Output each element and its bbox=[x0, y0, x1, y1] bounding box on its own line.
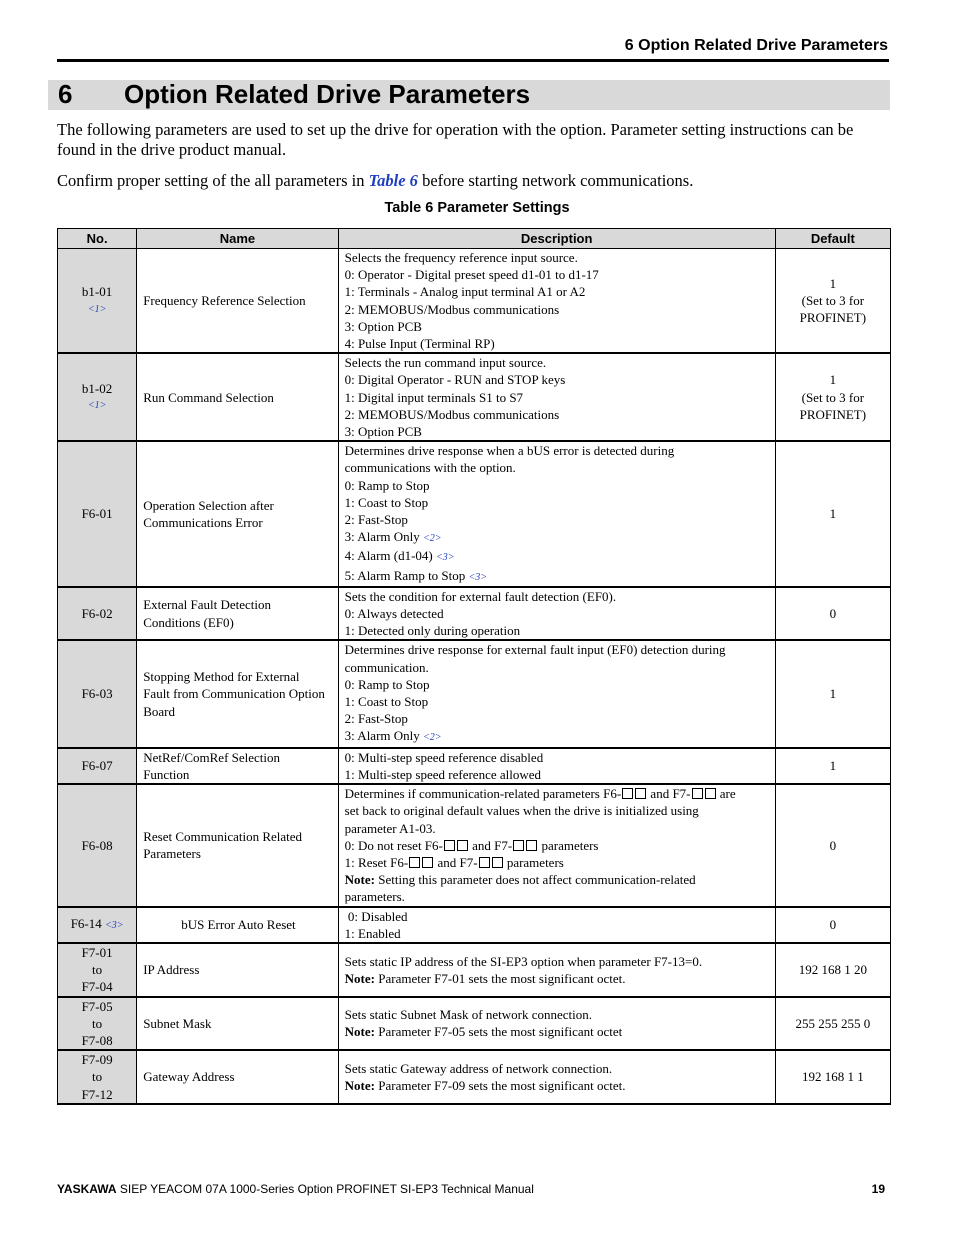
desc-text: and F7- bbox=[434, 854, 478, 870]
table-row bbox=[58, 441, 891, 587]
default-line: (Set to 3 for bbox=[801, 293, 865, 308]
desc-line: 0: Digital Operator - RUN and STOP keys bbox=[344, 372, 566, 388]
placeholder-box-icon bbox=[479, 857, 490, 868]
desc-line: 2: MEMOBUS/Modbus communications bbox=[344, 301, 560, 317]
desc-line: 1: Coast to Stop bbox=[344, 694, 429, 710]
param-default: 1 bbox=[775, 748, 890, 784]
param-no bbox=[58, 1050, 137, 1104]
param-no bbox=[58, 997, 137, 1051]
desc-line bbox=[345, 785, 769, 802]
default-line: (Set to 3 for bbox=[801, 389, 865, 405]
header-name: Name bbox=[137, 229, 338, 249]
page-number: 19 bbox=[871, 1182, 885, 1196]
footer-document-title: SIEP YEACOM 07A 1000-Series Option PROFINET SI-EP3 Technical Manual bbox=[116, 1182, 534, 1196]
desc-text: 3: Alarm Only bbox=[344, 728, 424, 744]
desc-text: 5: Alarm Ramp to Stop bbox=[344, 567, 469, 583]
placeholder-box-icon bbox=[457, 840, 468, 851]
placeholder-box-icon bbox=[444, 840, 455, 851]
footnote-ref[interactable]: <3> bbox=[105, 920, 124, 932]
desc-note bbox=[345, 1077, 769, 1094]
desc-line: 0: Multi-step speed reference disabled bbox=[344, 749, 544, 765]
desc-line: 0: Ramp to Stop bbox=[344, 676, 430, 692]
desc-note bbox=[345, 871, 769, 888]
param-description bbox=[338, 1050, 775, 1104]
param-default: 1 bbox=[775, 441, 890, 587]
param-id: F7-12 bbox=[81, 1086, 113, 1102]
param-default: 192 168 1 1 bbox=[775, 1050, 890, 1104]
table-row bbox=[58, 1050, 891, 1104]
desc-line: Selects the frequency reference input source. bbox=[344, 250, 578, 265]
param-default: 0 bbox=[775, 784, 890, 906]
note-text: Setting this parameter does not affect communication-related bbox=[374, 872, 696, 888]
footnote-ref[interactable]: <1> bbox=[87, 303, 107, 315]
name-line: Stopping Method for External bbox=[143, 669, 300, 685]
param-id: F7-01 bbox=[81, 944, 113, 960]
placeholder-box-icon bbox=[635, 788, 646, 799]
placeholder-box-icon bbox=[622, 788, 633, 799]
placeholder-box-icon bbox=[492, 857, 503, 868]
param-no: F6-03 bbox=[58, 640, 137, 747]
param-id: to bbox=[92, 1015, 103, 1031]
param-name bbox=[137, 640, 338, 747]
name-line: Fault from Communication Option bbox=[143, 686, 325, 702]
table-row bbox=[58, 907, 891, 943]
table-row bbox=[58, 943, 891, 997]
table-row bbox=[58, 249, 891, 354]
param-description bbox=[338, 907, 775, 943]
desc-line bbox=[345, 854, 769, 871]
desc-text: are bbox=[716, 786, 736, 802]
placeholder-box-icon bbox=[513, 840, 524, 851]
param-name: bUS Error Auto Reset bbox=[137, 907, 338, 943]
param-default: 0 bbox=[775, 587, 890, 641]
param-name bbox=[137, 441, 338, 587]
desc-line: set back to original default values when the drive is initialized using bbox=[344, 803, 699, 819]
name-line: NetRef/ComRef Selection bbox=[143, 749, 281, 765]
param-description bbox=[338, 784, 775, 906]
placeholder-box-icon bbox=[692, 788, 703, 799]
desc-line: communications with the option. bbox=[344, 460, 516, 476]
intro-paragraph: The following parameters are used to set up the drive for operation with the option. Parameter setting instructions can be found in the drive product manual. bbox=[57, 120, 854, 159]
desc-line: 0: Always detected bbox=[344, 606, 444, 622]
footnote-ref[interactable]: <1> bbox=[87, 400, 107, 412]
param-no: F6-02 bbox=[58, 587, 137, 641]
footnote-ref[interactable]: <2> bbox=[423, 732, 442, 744]
param-name: Gateway Address bbox=[137, 1050, 338, 1104]
param-description bbox=[338, 353, 775, 441]
param-description bbox=[338, 441, 775, 587]
placeholder-box-icon bbox=[409, 857, 420, 868]
table-row bbox=[58, 997, 891, 1051]
param-id: F7-05 bbox=[81, 998, 113, 1014]
default-line: 1 bbox=[829, 275, 837, 291]
desc-line: communication. bbox=[344, 659, 429, 675]
header-default: Default bbox=[775, 229, 890, 249]
desc-line: Determines drive response when a bUS error is detected during bbox=[344, 443, 675, 459]
desc-line bbox=[345, 528, 769, 547]
param-name: Frequency Reference Selection bbox=[137, 249, 338, 354]
note-label: Note: bbox=[344, 970, 375, 986]
footnote-ref[interactable]: <3> bbox=[468, 571, 488, 583]
placeholder-box-icon bbox=[705, 788, 716, 799]
header-rule bbox=[57, 59, 889, 62]
desc-note bbox=[345, 970, 769, 987]
desc-line: 1: Coast to Stop bbox=[344, 494, 429, 510]
default-line: PROFINET) bbox=[799, 406, 867, 422]
desc-line bbox=[345, 567, 769, 586]
desc-text: Determines if communication-related parameters F6- bbox=[344, 786, 622, 802]
param-description bbox=[338, 997, 775, 1051]
desc-line: 0: Disabled bbox=[344, 908, 408, 924]
default-line: PROFINET) bbox=[799, 310, 867, 326]
desc-line: Sets static Subnet Mask of network connection. bbox=[344, 1007, 592, 1023]
desc-text: parameters bbox=[503, 854, 564, 870]
confirm-paragraph bbox=[57, 171, 889, 191]
param-id: to bbox=[92, 1069, 103, 1085]
desc-line: parameter A1-03. bbox=[344, 820, 436, 836]
param-no: F6-07 bbox=[58, 748, 137, 784]
param-no bbox=[58, 353, 137, 441]
param-default: 192 168 1 20 bbox=[775, 943, 890, 997]
name-line: Reset Communication Related bbox=[143, 829, 303, 845]
table-6-link[interactable]: Table 6 bbox=[368, 171, 418, 190]
header-no: No. bbox=[58, 229, 137, 249]
param-id: F7-08 bbox=[81, 1032, 113, 1048]
desc-line: 1: Enabled bbox=[344, 925, 401, 941]
placeholder-box-icon bbox=[526, 840, 537, 851]
param-no bbox=[58, 249, 137, 354]
desc-line bbox=[345, 837, 769, 854]
desc-line: Sets static Gateway address of network connection. bbox=[344, 1060, 613, 1076]
note-text: Parameter F7-01 sets the most significant octet. bbox=[374, 970, 626, 986]
param-no bbox=[58, 907, 137, 943]
param-name bbox=[137, 784, 338, 906]
param-description bbox=[338, 249, 775, 354]
desc-line: 4: Pulse Input (Terminal RP) bbox=[344, 336, 495, 352]
footnote-ref[interactable]: <2> bbox=[423, 533, 442, 545]
table-row bbox=[58, 640, 891, 747]
footnote-ref[interactable]: <3> bbox=[436, 552, 455, 564]
param-no: F6-01 bbox=[58, 441, 137, 587]
name-line: Board bbox=[143, 703, 175, 719]
param-name: Subnet Mask bbox=[137, 997, 338, 1051]
param-name bbox=[137, 587, 338, 641]
note-label: Note: bbox=[344, 1024, 375, 1040]
desc-text: 0: Do not reset F6- bbox=[344, 837, 443, 853]
name-line: Communications Error bbox=[143, 515, 263, 531]
param-default: 0 bbox=[775, 907, 890, 943]
param-description bbox=[338, 943, 775, 997]
desc-line: 1: Multi-step speed reference allowed bbox=[344, 766, 542, 782]
default-line: 1 bbox=[829, 372, 837, 388]
confirm-text-before: Confirm proper setting of the all parameters in bbox=[57, 171, 369, 190]
param-default: 1 bbox=[775, 640, 890, 747]
name-line: Operation Selection after bbox=[143, 497, 274, 513]
param-name bbox=[137, 748, 338, 784]
name-line: Conditions (EF0) bbox=[143, 614, 234, 630]
table-row bbox=[58, 353, 891, 441]
section-number: 6 bbox=[58, 79, 73, 109]
table-row bbox=[58, 784, 891, 906]
param-default: 255 255 255 0 bbox=[775, 997, 890, 1051]
param-name: IP Address bbox=[137, 943, 338, 997]
param-no bbox=[58, 943, 137, 997]
desc-text: parameters bbox=[538, 837, 599, 853]
running-head: 6 Option Related Drive Parameters bbox=[624, 37, 888, 54]
param-id: to bbox=[92, 962, 103, 978]
param-id: b1-02 bbox=[81, 381, 113, 397]
desc-note bbox=[345, 1023, 769, 1040]
page-footer bbox=[57, 1182, 885, 1196]
name-line: Function bbox=[143, 766, 190, 782]
desc-line: 1: Detected only during operation bbox=[344, 623, 521, 639]
footer-brand: YASKAWA bbox=[57, 1182, 117, 1196]
param-id: F7-09 bbox=[81, 1052, 113, 1068]
header-description: Description bbox=[338, 229, 775, 249]
desc-line bbox=[345, 547, 769, 566]
param-default bbox=[775, 353, 890, 441]
desc-line: 0: Ramp to Stop bbox=[344, 477, 430, 493]
section-heading bbox=[48, 80, 890, 110]
param-id: b1-01 bbox=[81, 284, 113, 300]
desc-line: Sets static IP address of the SI-EP3 option when parameter F7-13=0. bbox=[344, 953, 703, 969]
name-line: External Fault Detection bbox=[143, 597, 271, 613]
note-text: parameters. bbox=[344, 889, 405, 905]
desc-text: 3: Alarm Only bbox=[344, 529, 424, 545]
param-description bbox=[338, 640, 775, 747]
desc-line: 1: Terminals - Analog input terminal A1 or A2 bbox=[344, 284, 586, 300]
desc-line: 2: Fast-Stop bbox=[344, 512, 408, 528]
desc-line: 1: Digital input terminals S1 to S7 bbox=[344, 389, 524, 405]
desc-line: 3: Option PCB bbox=[344, 424, 422, 440]
param-id: F6-14 bbox=[70, 916, 105, 932]
desc-line: 0: Operator - Digital preset speed d1-01 to d1-17 bbox=[344, 267, 599, 283]
desc-text: 1: Reset F6- bbox=[344, 854, 409, 870]
param-description bbox=[338, 748, 775, 784]
name-line: Parameters bbox=[143, 846, 201, 862]
param-default bbox=[775, 249, 890, 354]
placeholder-box-icon bbox=[422, 857, 433, 868]
desc-line: Selects the run command input source. bbox=[344, 355, 547, 371]
desc-line: 2: Fast-Stop bbox=[344, 711, 408, 727]
param-description bbox=[338, 587, 775, 641]
note-text: Parameter F7-05 sets the most significant octet bbox=[374, 1024, 623, 1040]
param-id: F7-04 bbox=[81, 979, 113, 995]
param-no: F6-08 bbox=[58, 784, 137, 906]
desc-line: Sets the condition for external fault detection (EF0). bbox=[344, 588, 617, 604]
desc-text: 4: Alarm (d1-04) bbox=[344, 548, 436, 564]
desc-text: and F7- bbox=[468, 837, 513, 853]
parameter-settings-table bbox=[57, 228, 891, 1105]
desc-line: 3: Option PCB bbox=[344, 318, 422, 334]
note-label: Note: bbox=[344, 1077, 375, 1093]
table-caption: Table 6 Parameter Settings bbox=[384, 200, 570, 216]
desc-line bbox=[345, 727, 769, 746]
note-label: Note: bbox=[344, 872, 375, 888]
table-row bbox=[58, 748, 891, 784]
table-header-row bbox=[58, 229, 891, 249]
confirm-text-after: before starting network communications. bbox=[417, 171, 694, 190]
param-name: Run Command Selection bbox=[137, 353, 338, 441]
note-text: Parameter F7-09 sets the most significant octet. bbox=[374, 1077, 626, 1093]
desc-line: Determines drive response for external fault input (EF0) detection during bbox=[344, 642, 726, 658]
table-row bbox=[58, 587, 891, 641]
desc-line: 2: MEMOBUS/Modbus communications bbox=[344, 406, 560, 422]
desc-text: and F7- bbox=[647, 786, 691, 802]
section-title: Option Related Drive Parameters bbox=[124, 79, 531, 109]
